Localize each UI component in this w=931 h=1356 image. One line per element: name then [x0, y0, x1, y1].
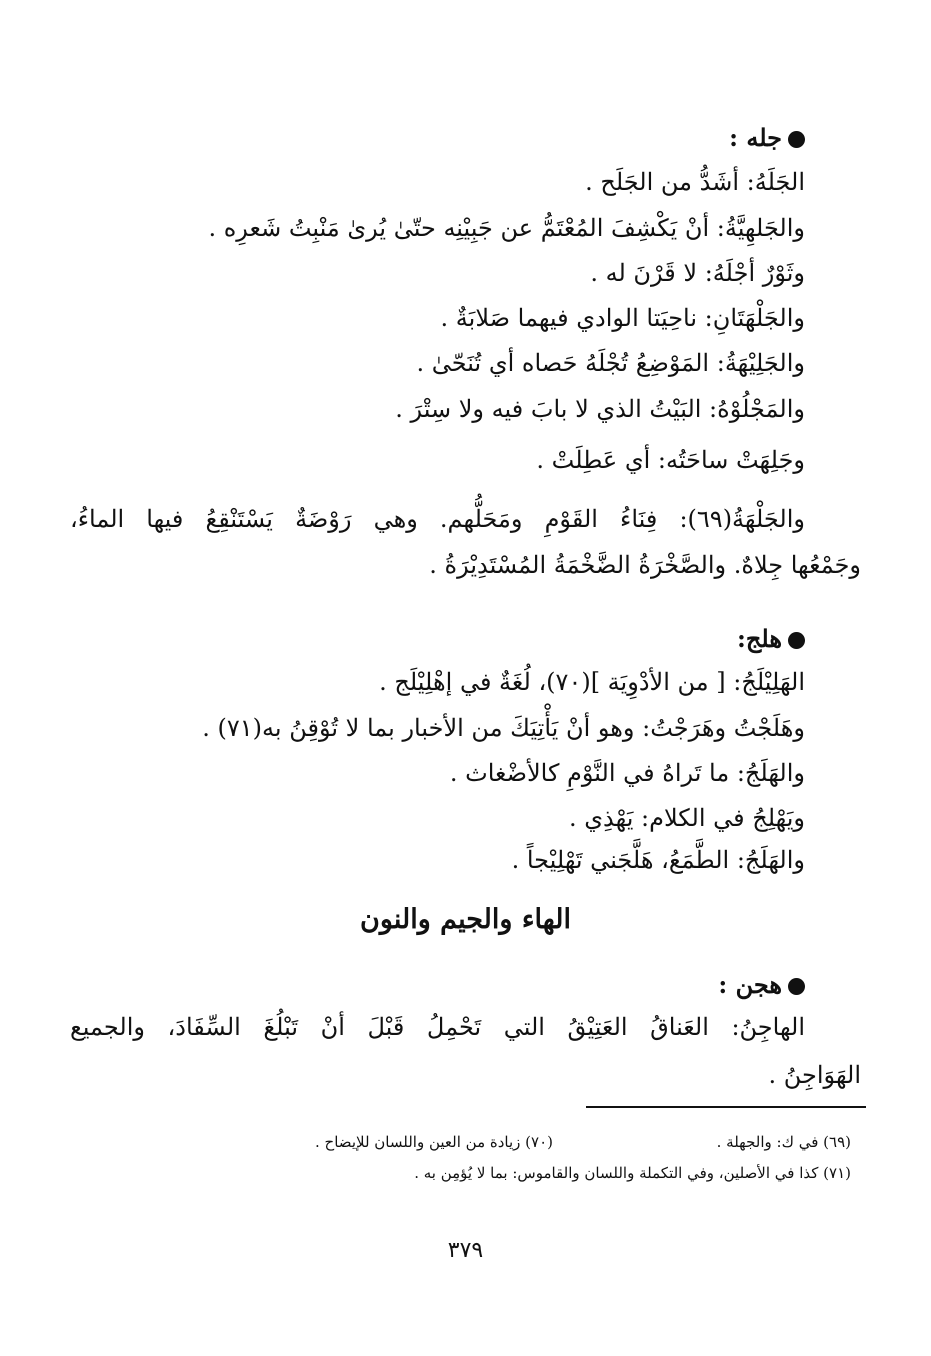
- bullet-icon: [788, 978, 805, 995]
- footnote-69: (٦٩) في ك: والجهلة .: [716, 1133, 851, 1151]
- bullet-icon: [788, 131, 805, 148]
- bullet-icon: [788, 632, 805, 649]
- entry-line: الجَلَهُ: أشَدُّ من الجَلَح .: [585, 168, 805, 196]
- entry-line: وجَلِهَتْ ساحَتُه: أي عَطِلَتْ .: [536, 446, 805, 474]
- entry-heading-hjn: هجن :: [718, 968, 805, 1002]
- paragraph-line: الهاجِنُ: العَناقُ العَتِيْقُ التي تَحْمِلُ قَبْلَ أنْ تَبْلُغَ السِّفَادَ، والجميع: [70, 1013, 805, 1041]
- entry-line: والجَلهِيَّةُ: أنْ يَكْشِفَ المُعْتَمُّ عن جَبِيْنِه حتّىٰ يُرىٰ مَنْبِتُ شَعرِه .: [208, 214, 805, 242]
- entry-heading-hlj: هلج:: [737, 622, 805, 656]
- entry-line: والهَلَجُ: ما تَراهُ في النَّوْمِ كالأضْغاث .: [449, 759, 805, 787]
- entry-heading-jlh: جله :: [729, 121, 805, 155]
- entry-line: الهَلِيْلَجُ: [ من الأدْوِيَة ](٧٠)، لُغَةٌ في إهْلِيْلَج .: [379, 668, 805, 696]
- footnote-separator: [586, 1106, 866, 1108]
- entry-line: ويَهْلِجُ في الكلام: يَهْذِي .: [568, 804, 805, 832]
- footnote-70: (٧٠) زيادة من العين واللسان للإيضاح .: [315, 1133, 553, 1151]
- page-number: ٣٧٩: [447, 1238, 484, 1263]
- paragraph-line: والجَلْهَةُ(٦٩): فِنَاءُ القَوْمِ ومَحَلُّهم. وهي رَوْضَةٌ يَسْتَنْقِعُ فيها الماءُ،: [70, 505, 805, 533]
- entry-line: وثَوْرٌ أجْلَهُ: لا قَرْنَ له .: [590, 259, 805, 287]
- entry-line: والجَلْهَتَانِ: ناحِيَتا الوادي فيهما صَلابَةٌ .: [440, 304, 805, 332]
- paragraph-line: الهَوَاجِنُ .: [768, 1061, 861, 1089]
- paragraph-line: وجَمْعُها جِلاهٌ. والصَّخْرَةُ الضَّخْمَةُ المُسْتَدِيْرَةُ .: [429, 551, 861, 579]
- entry-line: والمَجْلُوْهُ: البَيْتُ الذي لا بابَ فيه ولا سِتْرَ .: [395, 395, 805, 423]
- entry-line: والهَلَجُ: الطَّمَعُ، هَلَّجَني تَهْلِيْجاً .: [511, 846, 805, 874]
- entry-line: والجَلِيْهَةُ: المَوْضِعُ تُجْلَهُ حَصاه أي تُنَحّىٰ .: [416, 349, 805, 377]
- entry-line: وهَلَجْتُ وهَرَجْتُ: وهو أنْ يَأْتِيَكَ من الأخبار بما لا تُوْقِنُ به(٧١) .: [202, 714, 805, 742]
- section-title: الهاء والجيم والنون: [360, 904, 571, 935]
- footnote-71: (٧١) كذا في الأصلين، وفي التكملة واللسان والقاموس: بما لا يُؤمِن به .: [414, 1164, 851, 1182]
